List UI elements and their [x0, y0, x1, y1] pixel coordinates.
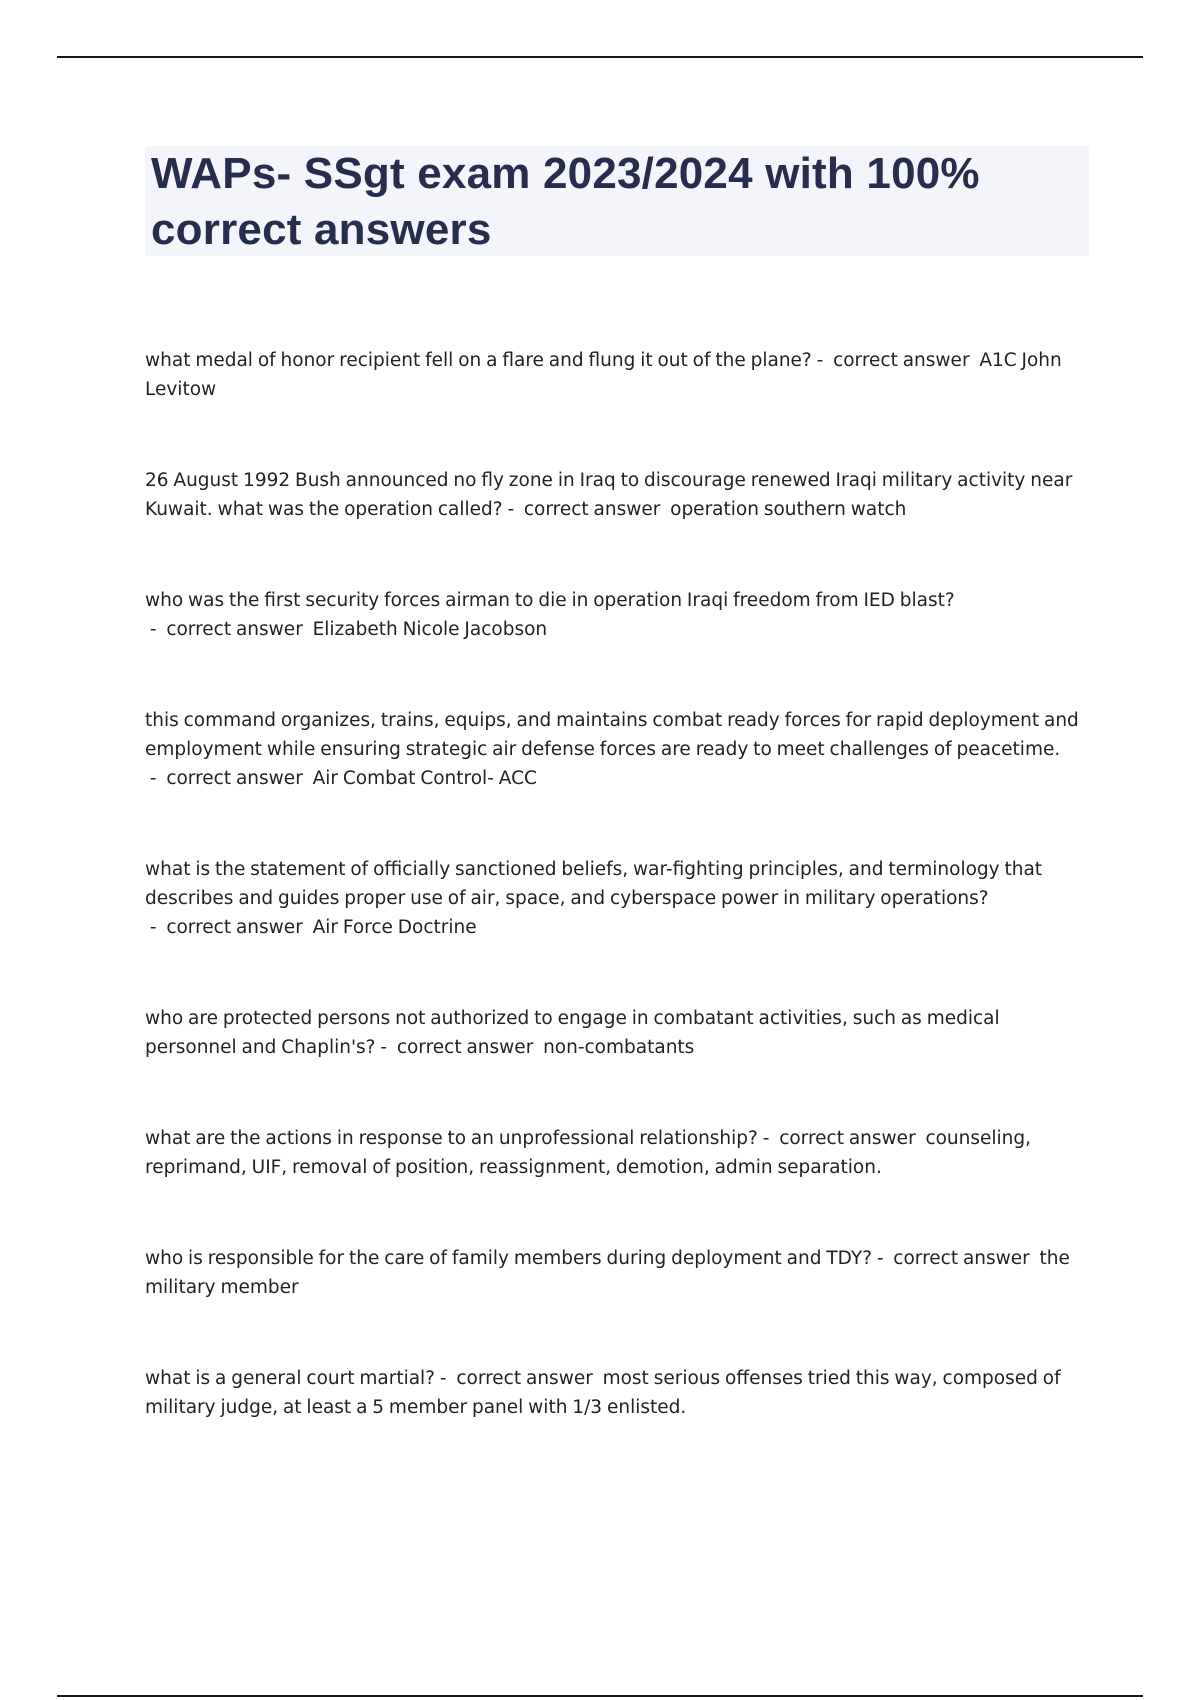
question-text: this command organizes, trains, equips, and maintains combat ready forces for rapid deployment and employment while ensuring strategic air defense forces are ready to meet challenges of peacetime.	[145, 710, 1079, 760]
question-text: what is the statement of officially sanctioned beliefs, war-fighting principles, and terminology that describes and guides proper use of air, space, and cyberspace power in military operations?	[145, 859, 1043, 909]
question-text: what is a general court martial?	[145, 1368, 436, 1389]
qa-item	[145, 1124, 1090, 1182]
answer-separator: - correct answer	[811, 350, 980, 371]
answer-separator: - correct answer	[435, 1368, 603, 1389]
question-text: what medal of honor recipient fell on a flare and flung it out of the plane?	[145, 350, 812, 371]
header-rule	[57, 56, 1143, 58]
answer-separator: - correct answer	[375, 1037, 544, 1058]
qa-item	[145, 1364, 1090, 1422]
question-text: 26 August 1992 Bush announced no fly zone in Iraq to discourage renewed Iraqi military activity near Kuwait. what was the operation called?	[145, 470, 1073, 520]
question-text: who are protected persons not authorized to engage in combatant activities, such as medical personnel and Chaplin's?	[145, 1008, 1000, 1058]
page-title: WAPs- SSgt exam 2023/2024 with 100% correct answers	[151, 149, 980, 254]
answer-separator: - correct answer	[145, 917, 313, 938]
question-text: who was the first security forces airman to die in operation Iraqi freedom from IED blast?	[145, 590, 955, 611]
answer-text: Air Force Doctrine	[312, 917, 477, 938]
footer-rule	[57, 1695, 1143, 1697]
answer-text: the military member	[145, 1248, 1070, 1298]
answer-separator: - correct answer	[145, 619, 313, 640]
answer-text: A1C John Levitow	[145, 350, 1062, 400]
qa-item	[145, 1004, 1090, 1062]
qa-item	[145, 706, 1090, 793]
qa-item	[145, 855, 1090, 942]
qa-item	[145, 1244, 1090, 1302]
answer-text: operation southern watch	[670, 499, 907, 520]
question-text: who is responsible for the care of family members during deployment and TDY?	[145, 1248, 872, 1269]
answer-text: Air Combat Control- ACC	[312, 768, 537, 789]
answer-text: counseling, reprimand, UIF, removal of position, reassignment, demotion, admin separation.	[145, 1128, 1032, 1178]
qa-item	[145, 466, 1090, 524]
answer-separator: - correct answer	[502, 499, 671, 520]
qa-list	[145, 346, 1090, 1422]
answer-separator: - correct answer	[871, 1248, 1040, 1269]
answer-text: non-combatants	[543, 1037, 695, 1058]
answer-separator: - correct answer	[757, 1128, 926, 1149]
title-box	[145, 146, 1089, 256]
answer-text: most serious offenses tried this way, composed of military judge, at least a 5 member panel with 1/3 enlisted.	[145, 1368, 1061, 1418]
qa-item	[145, 346, 1090, 404]
answer-separator: - correct answer	[145, 768, 313, 789]
answer-text: Elizabeth Nicole Jacobson	[312, 619, 548, 640]
question-text: what are the actions in response to an unprofessional relationship?	[145, 1128, 758, 1149]
qa-item	[145, 586, 1090, 644]
